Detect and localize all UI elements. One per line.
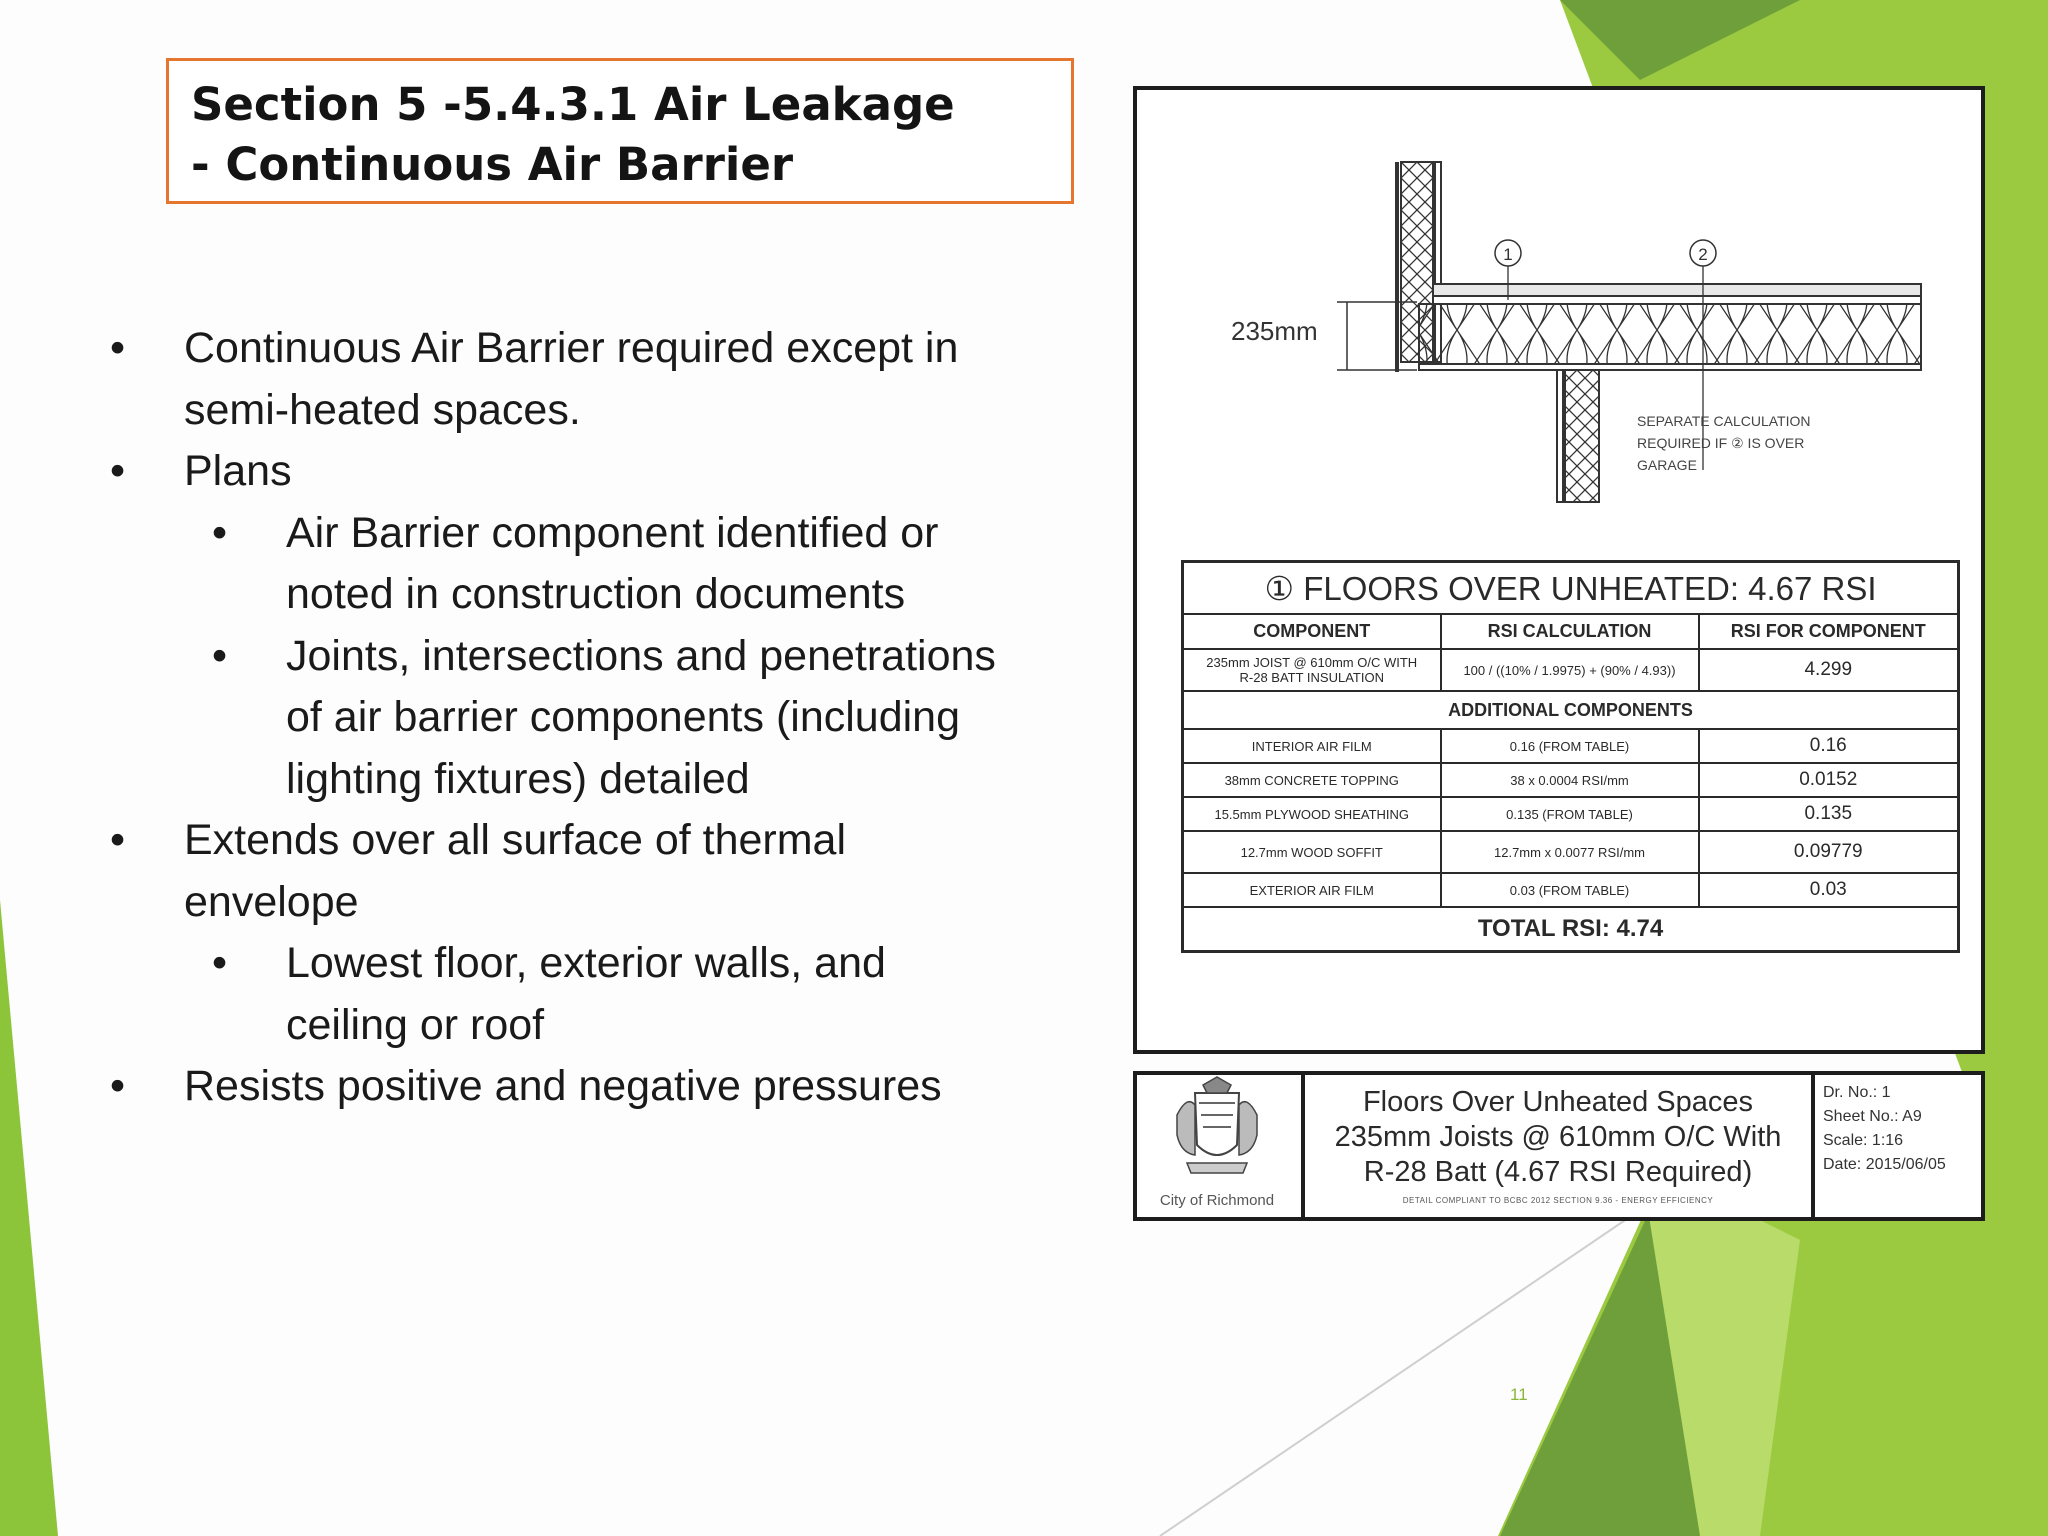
bullet-marker: • — [110, 1062, 126, 1110]
bullet-marker: • — [110, 447, 126, 495]
marker-2-label: 2 — [1698, 245, 1708, 264]
floor-assembly — [1419, 284, 1921, 370]
bullet-text: envelope — [184, 877, 359, 926]
drawing-number: Dr. No.: 1 — [1823, 1084, 1891, 1101]
calculation-cell: 0.135 (FROM TABLE) — [1441, 797, 1699, 831]
bullet-text: Air Barrier component identified or — [286, 508, 939, 557]
city-name: City of Richmond — [1159, 1192, 1275, 1209]
component-line-1: 235mm JOIST @ 610mm O/C WITH — [1206, 655, 1418, 670]
note-line-1: SEPARATE CALCULATION — [1637, 413, 1811, 429]
bullet-marker: • — [212, 939, 228, 987]
drawing-title-line-1: Floors Over Unheated Spaces — [1362, 1086, 1754, 1118]
bullet-marker: • — [110, 816, 126, 864]
note-line-3: GARAGE — [1637, 457, 1697, 473]
table-heading: ① FLOORS OVER UNHEATED: 4.67 RSI — [1183, 562, 1959, 615]
rsi-cell: 4.299 — [1699, 649, 1959, 691]
table-row — [1183, 831, 1959, 873]
drawing-scale: Scale: 1:16 — [1823, 1132, 1904, 1149]
bullet-item — [110, 1056, 1090, 1118]
rsi-calculation-table — [1181, 560, 1960, 953]
marker-1-label: 1 — [1503, 245, 1513, 264]
column-header-calculation: RSI CALCULATION — [1441, 614, 1699, 649]
bullet-text: Plans — [184, 447, 292, 495]
drawing-date: Date: 2015/06/05 — [1823, 1156, 1946, 1173]
component-cell: 15.5mm PLYWOOD SHEATHING — [1183, 797, 1441, 831]
sub-bullet-item — [110, 933, 1090, 1056]
component-line-2: R-28 BATT INSULATION — [1239, 670, 1384, 685]
slide-title-line-1: Section 5 -5.4.3.1 Air Leakage — [191, 78, 955, 131]
rsi-cell: 0.03 — [1699, 873, 1959, 907]
component-cell — [1183, 649, 1441, 691]
construction-detail-drawing — [1133, 86, 1985, 1054]
left-green-shape — [0, 900, 58, 1536]
drawing-title-cell — [1305, 1075, 1815, 1217]
rsi-cell: 0.09779 — [1699, 831, 1959, 873]
bullet-text: noted in construction documents — [286, 570, 906, 618]
bullet-item — [110, 441, 1090, 503]
bullet-text: lighting fixtures) detailed — [286, 754, 750, 803]
bullet-text: ceiling or roof — [286, 1000, 545, 1049]
bullet-list — [110, 318, 1090, 1118]
total-rsi: TOTAL RSI: 4.74 — [1183, 907, 1959, 952]
sub-bullet-item — [110, 503, 1090, 626]
lower-wall — [1557, 370, 1599, 502]
bullet-marker: • — [212, 631, 228, 680]
bullet-text: Joints, intersections and penetrations — [286, 631, 996, 680]
table-row — [1183, 649, 1959, 691]
table-row — [1183, 729, 1959, 763]
page-number: 11 — [1510, 1385, 1528, 1404]
bullet-text: Extends over all surface of thermal — [184, 816, 847, 864]
table-row — [1183, 797, 1959, 831]
additional-components-header: ADDITIONAL COMPONENTS — [1183, 691, 1959, 729]
bullet-marker: • — [212, 508, 228, 557]
calculation-cell: 12.7mm x 0.0077 RSI/mm — [1441, 831, 1699, 873]
calculation-cell: 0.03 (FROM TABLE) — [1441, 873, 1699, 907]
bullet-marker: • — [110, 324, 126, 372]
bullet-text: of air barrier components (including — [286, 693, 960, 741]
dimension-line — [1231, 302, 1417, 370]
column-header-component: COMPONENT — [1183, 614, 1441, 649]
city-crest-icon — [1137, 1075, 1297, 1185]
bullet-item — [110, 810, 1090, 933]
dimension-label: 235mm — [1231, 316, 1318, 346]
calculation-cell: 100 / ((10% / 1.9975) + (90% / 4.93)) — [1441, 649, 1699, 691]
component-cell: EXTERIOR AIR FILM — [1183, 873, 1441, 907]
note-line-2: REQUIRED IF ② IS OVER — [1637, 435, 1805, 451]
column-header-rsi: RSI FOR COMPONENT — [1699, 614, 1959, 649]
calculation-cell: 38 x 0.0004 RSI/mm — [1441, 763, 1699, 797]
sheet-number: Sheet No.: A9 — [1823, 1108, 1922, 1125]
drawing-title-block — [1133, 1071, 1985, 1221]
sub-bullet-item — [110, 626, 1090, 811]
drawing-title-line-3: R-28 Batt (4.67 RSI Required) — [1363, 1156, 1753, 1188]
bullet-text: Lowest floor, exterior walls, and — [286, 939, 886, 987]
slide-title-box — [166, 58, 1074, 204]
component-cell: INTERIOR AIR FILM — [1183, 729, 1441, 763]
bullet-item — [110, 318, 1090, 441]
bullet-text: Continuous Air Barrier required except in — [184, 324, 959, 372]
table-row — [1183, 873, 1959, 907]
rsi-cell: 0.135 — [1699, 797, 1959, 831]
rsi-cell: 0.0152 — [1699, 763, 1959, 797]
bullet-text: semi-heated spaces. — [184, 385, 581, 434]
component-cell: 38mm CONCRETE TOPPING — [1183, 763, 1441, 797]
component-cell: 12.7mm WOOD SOFFIT — [1183, 831, 1441, 873]
drawing-title-line-2: 235mm Joists @ 610mm O/C With — [1334, 1121, 1782, 1153]
compliance-note: DETAIL COMPLIANT TO BCBC 2012 SECTION 9.36 - ENERGY EFFICIENCY — [1402, 1196, 1714, 1205]
table-row — [1183, 763, 1959, 797]
separate-calculation-note — [1637, 413, 1810, 473]
calculation-cell: 0.16 (FROM TABLE) — [1441, 729, 1699, 763]
rsi-cell: 0.16 — [1699, 729, 1959, 763]
drawing-info-cell — [1815, 1075, 1981, 1217]
city-logo-cell — [1137, 1075, 1305, 1217]
bullet-text: Resists positive and negative pressures — [184, 1062, 942, 1110]
slide-title-line-2: - Continuous Air Barrier — [191, 138, 794, 191]
